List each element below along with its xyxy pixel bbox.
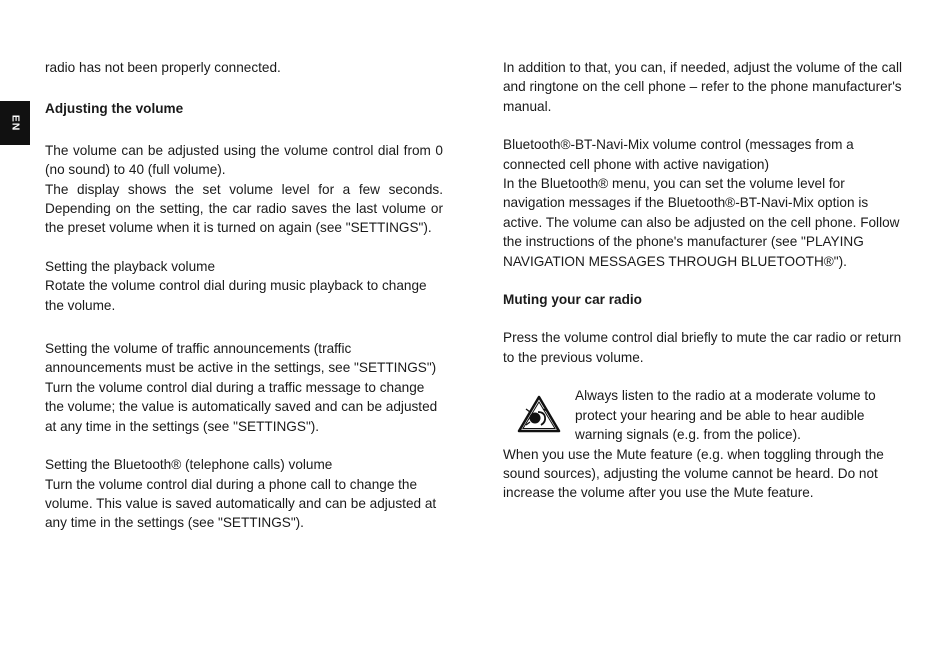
bt-calls-volume-text: Turn the volume control dial during a phone call to change the volume. This value is saved automatically and can be adjusted at any time in the settings (see "SETTINGS"). <box>45 476 437 531</box>
heading-adjusting-volume: Adjusting the volume <box>45 101 184 117</box>
left-column <box>45 58 443 533</box>
hearing-warning <box>503 386 905 444</box>
warning-text: Always listen to the radio at a moderate volume to protect your hearing and be able to hear audible warning signals (e.g. from the police). <box>575 388 876 443</box>
mute-paragraph: Press the volume control dial briefly to mute the car radio or return to the previous volume. <box>503 330 902 365</box>
navimix-title: Bluetooth®-BT-Navi-Mix volume control (messages from a connected cell phone with active navigation) <box>503 137 854 172</box>
playback-volume-title: Setting the playback volume <box>45 258 216 274</box>
language-tab <box>0 101 30 145</box>
volume-display-paragraph: The display shows the set volume level for a few seconds. Depending on the setting, the car radio saves the last volume or the preset volume when it is turned on again (see "SETTINGS"). <box>45 181 443 236</box>
traffic-volume-text: Turn the volume control dial during a traffic message to change the volume; the value is automatically saved and can be adjusted at any time in the settings (see "SETTINGS"). <box>45 379 438 434</box>
hearing-warning-icon <box>503 386 575 438</box>
continued-paragraph: radio has not been properly connected. <box>45 60 281 75</box>
navimix-text: In the Bluetooth® menu, you can set the volume level for navigation messages if the Bluetooth®-BT-Navi-Mix option is active. The volume can also be adjusted on the cell phone. Follow the instructions of the phone's manufacturer (see "PLAYING NAVIGATION MESSAGES THROUGH BLUETOOTH®"). <box>503 176 900 269</box>
right-column <box>503 58 905 503</box>
playback-volume-text: Rotate the volume control dial during music playback to change the volume. <box>45 278 427 313</box>
traffic-volume-title: Setting the volume of traffic announcements (traffic announcements must be active in the settings, see "SETTINGS") <box>45 341 437 376</box>
bt-calls-volume-title: Setting the Bluetooth® (telephone calls) volume <box>45 457 333 473</box>
volume-range-paragraph: The volume can be adjusted using the volume control dial from 0 (no sound) to 40 (full volume). <box>45 142 443 178</box>
phone-volume-paragraph: In addition to that, you can, if needed, adjust the volume of the call and ringtone on the cell phone – refer to the phone manufacturer's manual. <box>503 60 903 114</box>
language-tab-label: EN <box>9 114 21 132</box>
heading-muting: Muting your car radio <box>503 292 642 308</box>
mute-feature-paragraph: When you use the Mute feature (e.g. when toggling through the sound sources), adjusting the volume cannot be heard. Do not increase the volume after you use the Mute feature. <box>503 446 884 501</box>
